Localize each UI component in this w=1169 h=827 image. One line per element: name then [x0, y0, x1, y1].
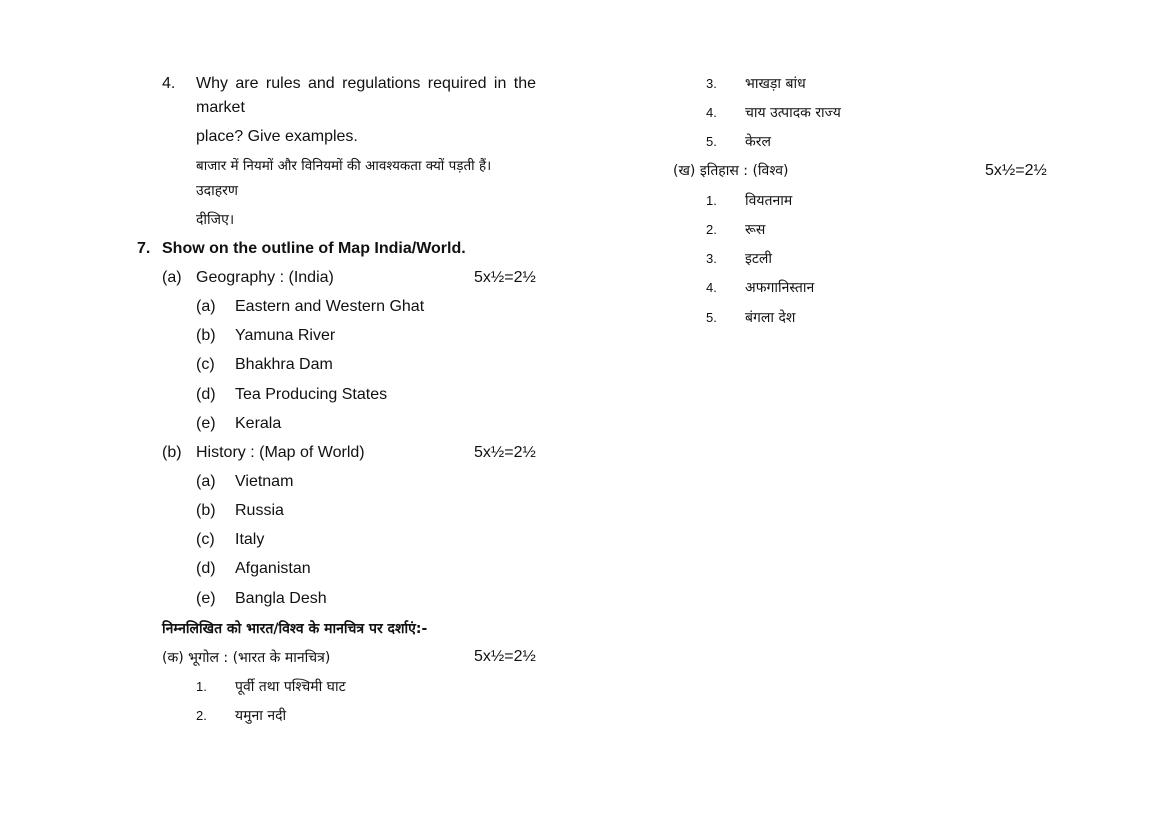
hindi-history-item-mark: 2.: [706, 222, 717, 237]
geo-item-mark: (a): [196, 298, 216, 315]
geo-item-mark: (d): [196, 386, 216, 403]
hindi-geo-item-mark: 1.: [196, 679, 207, 694]
history-item-text: Russia: [235, 502, 284, 519]
question-7-number: 7.: [137, 240, 151, 257]
question-4-hindi-line-3: दीजिए।: [196, 212, 235, 228]
geo-item-text: Yamuna River: [235, 327, 336, 344]
hindi-history-item-text: अफगानिस्तान: [745, 280, 815, 296]
hindi-section-kha-marks: 5x½=2½: [985, 162, 1047, 179]
geo-item-text: Tea Producing States: [235, 386, 388, 403]
section-a-marks: 5x½=2½: [474, 269, 536, 286]
hindi-geo-item-text: चाय उत्पादक राज्य: [745, 105, 841, 121]
section-b-title: History : (Map of World): [196, 444, 365, 461]
hindi-history-item-mark: 5.: [706, 310, 717, 325]
history-item-mark: (b): [196, 502, 216, 519]
hindi-history-item-text: रूस: [745, 222, 766, 238]
question-4-text-line-3: place? Give examples.: [196, 128, 358, 145]
section-b-label: (b): [162, 444, 182, 461]
history-item-mark: (c): [196, 531, 215, 548]
history-item-mark: (d): [196, 560, 216, 577]
question-7-title: Show on the outline of Map India/World.: [162, 240, 466, 257]
hindi-geo-item-text: यमुना नदी: [235, 708, 287, 724]
hindi-section-ka-title: (क) भूगोल : (भारत के मानचित्र): [162, 650, 331, 666]
geo-item-mark: (c): [196, 356, 215, 373]
hindi-history-item-mark: 4.: [706, 280, 717, 295]
question-4-hindi-line-2: उदाहरण: [196, 183, 239, 199]
question-4-number: 4.: [162, 75, 176, 92]
hindi-geo-item-mark: 3.: [706, 76, 717, 91]
geo-item-text: Kerala: [235, 415, 282, 432]
history-item-mark: (e): [196, 590, 216, 607]
hindi-history-item-text: बंगला देश: [745, 310, 796, 326]
hindi-question-heading: निम्नलिखित को भारत/विश्व के मानचित्र पर दर्शाएं:-: [162, 621, 428, 637]
history-item-text: Vietnam: [235, 473, 294, 490]
geo-item-text: Eastern and Western Ghat: [235, 298, 425, 315]
section-a-label: (a): [162, 269, 182, 286]
hindi-geo-item-mark: 2.: [196, 708, 207, 723]
question-4-hindi-line-1: बाजार में नियमों और विनियमों की आवश्यकता क्यों पड़ती हैं।: [196, 158, 492, 174]
hindi-history-item-mark: 3.: [706, 251, 717, 266]
hindi-geo-item-mark: 4.: [706, 105, 717, 120]
history-item-text: Italy: [235, 531, 265, 548]
question-4-text-line-1: Why are rules and regulations required in the: [196, 75, 536, 92]
hindi-history-item-text: इटली: [745, 251, 773, 267]
hindi-geo-item-mark: 5.: [706, 134, 717, 149]
question-4-text-line-2: market: [196, 99, 245, 116]
hindi-geo-item-text: पूर्वी तथा पश्चिमी घाट: [235, 679, 346, 695]
history-item-text: Afganistan: [235, 560, 311, 577]
section-b-marks: 5x½=2½: [474, 444, 536, 461]
hindi-geo-item-text: केरल: [745, 134, 771, 150]
hindi-history-item-text: वियतनाम: [745, 193, 793, 209]
history-item-mark: (a): [196, 473, 216, 490]
hindi-section-kha-title: (ख) इतिहास : (विश्व): [673, 163, 789, 179]
geo-item-mark: (b): [196, 327, 216, 344]
hindi-history-item-mark: 1.: [706, 193, 717, 208]
hindi-geo-item-text: भाखड़ा बांध: [745, 76, 806, 92]
section-a-title: Geography : (India): [196, 269, 334, 286]
hindi-section-ka-marks: 5x½=2½: [474, 648, 536, 665]
geo-item-mark: (e): [196, 415, 216, 432]
history-item-text: Bangla Desh: [235, 590, 327, 607]
geo-item-text: Bhakhra Dam: [235, 356, 333, 373]
